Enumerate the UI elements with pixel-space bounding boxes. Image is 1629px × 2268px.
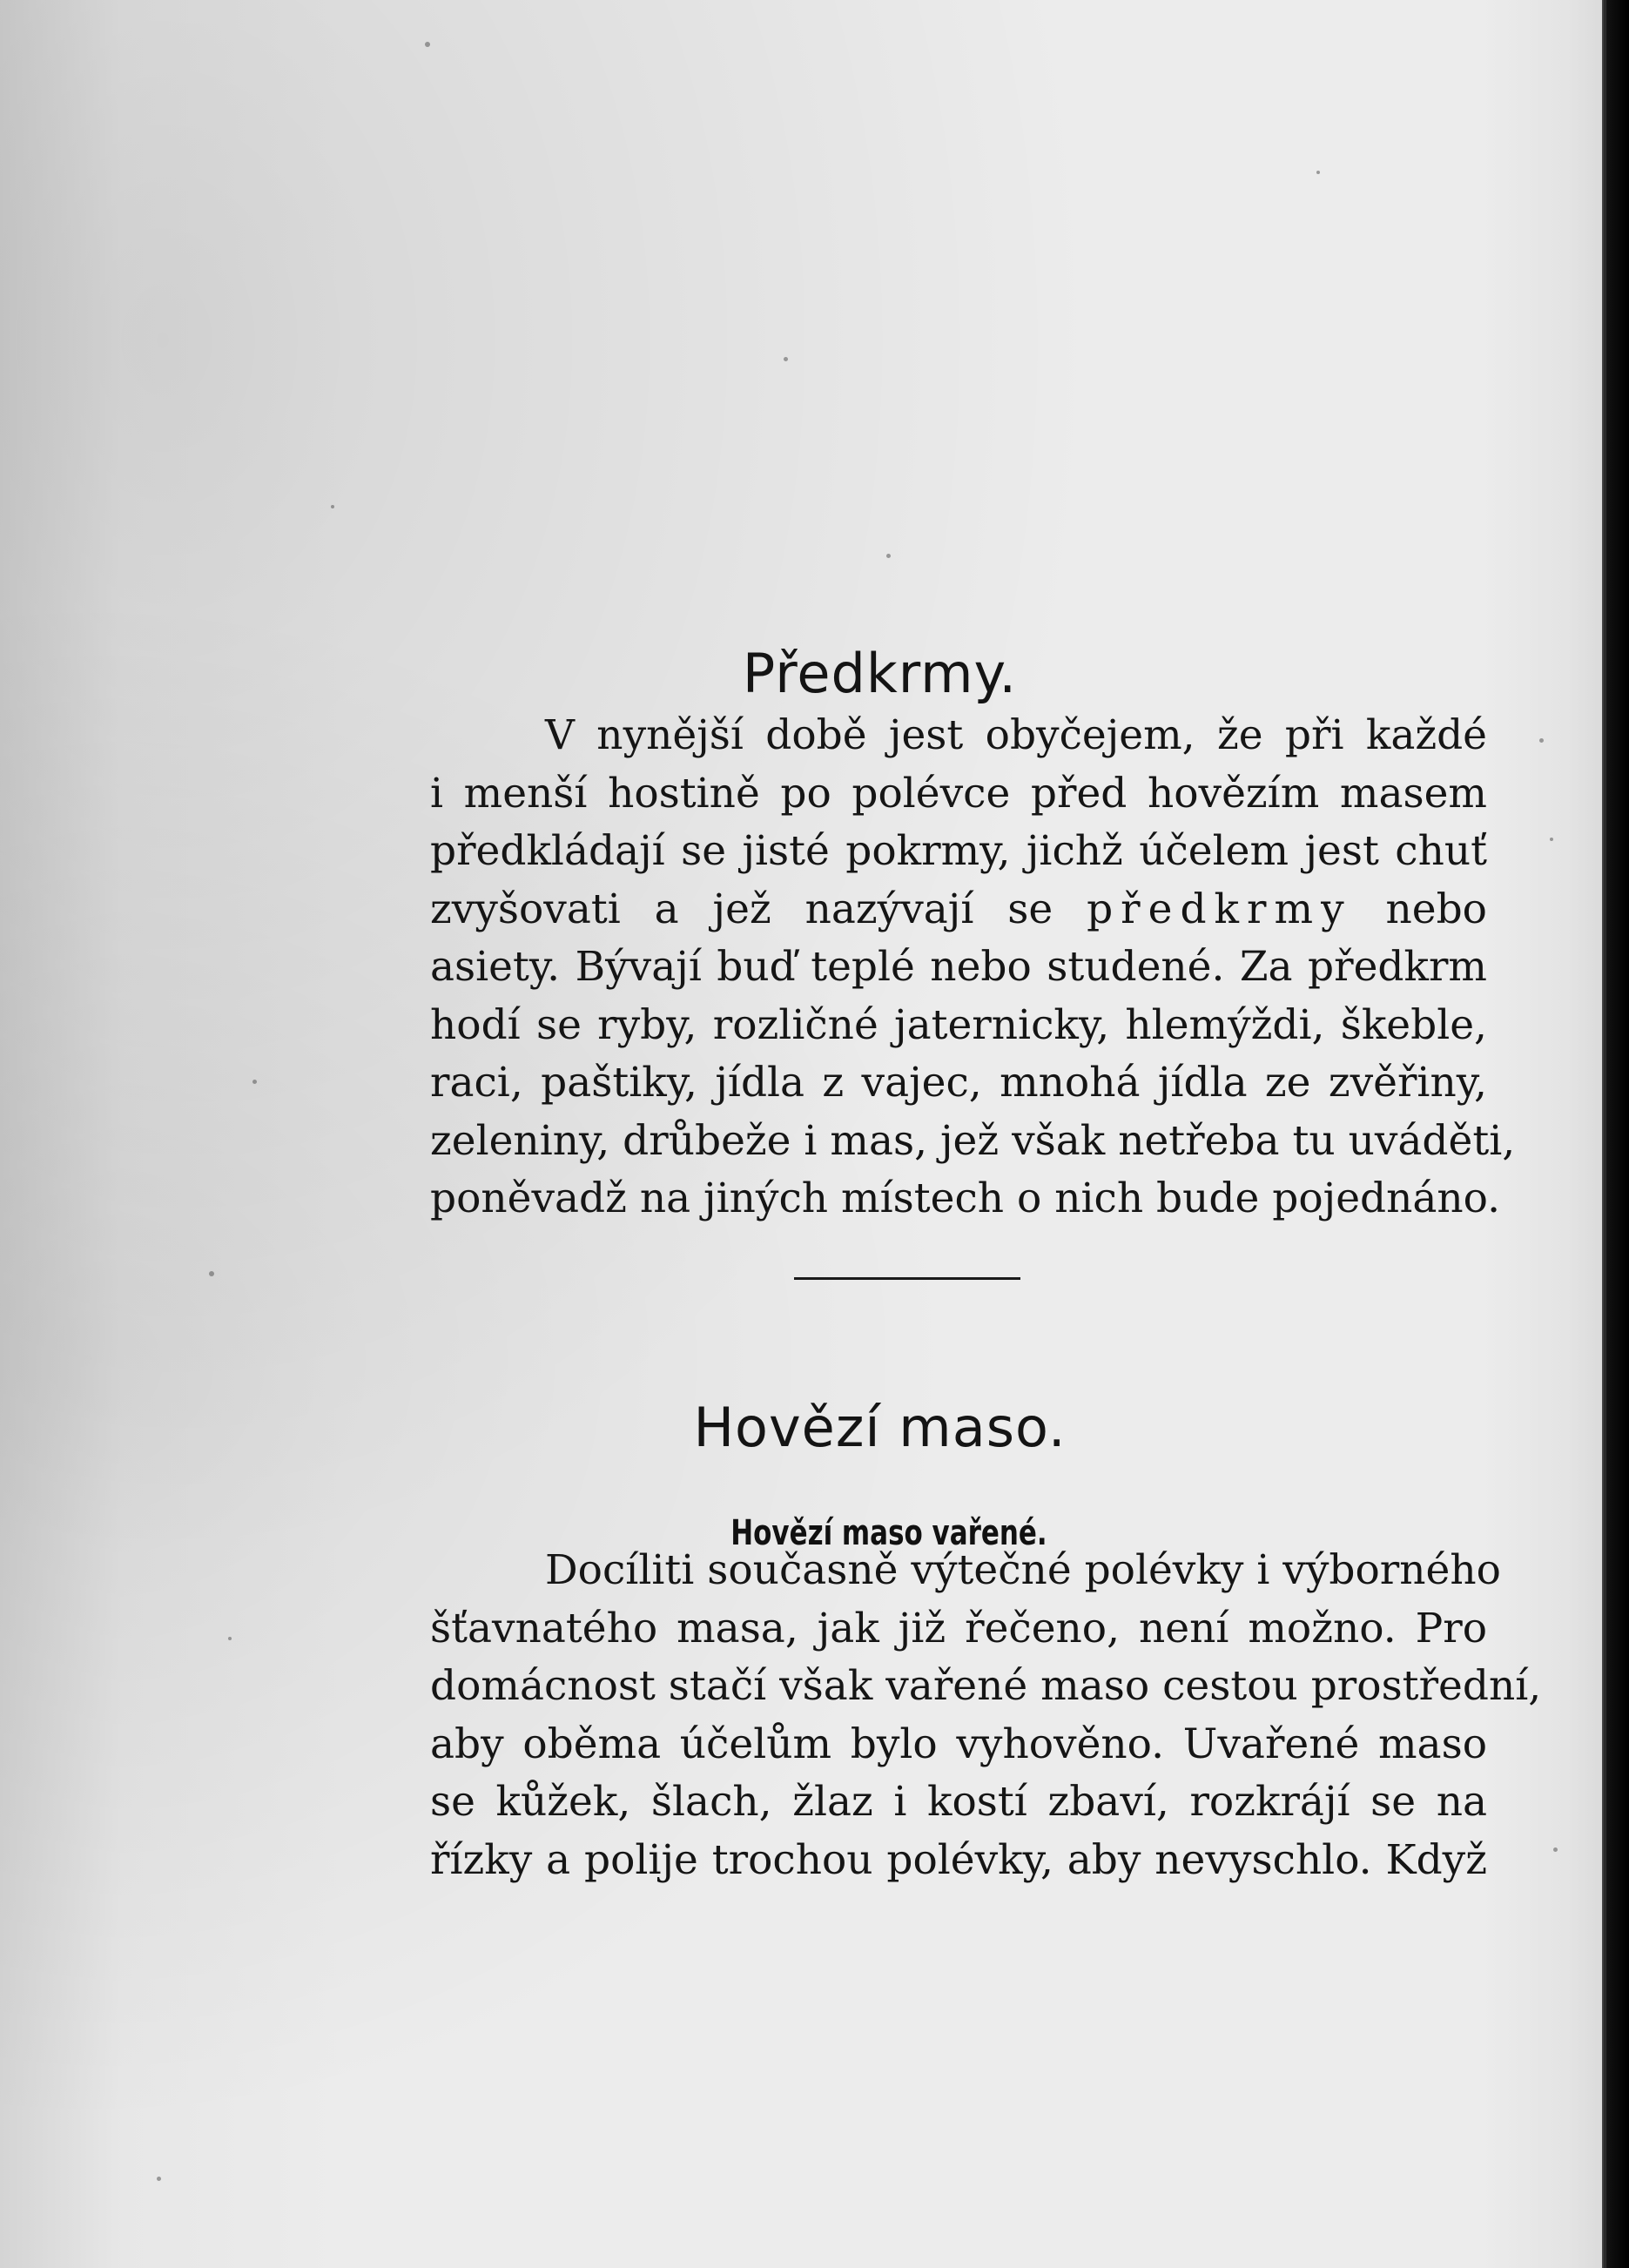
text-line: V nynější době jest obyčejem, že při každé bbox=[545, 711, 1487, 759]
text-fragment: zvyšovati a jež nazývají se bbox=[430, 885, 1053, 933]
print-speck bbox=[209, 1271, 214, 1276]
section-heading-predkrmy: Předkrmy. bbox=[742, 641, 1018, 705]
print-speck bbox=[252, 1080, 257, 1084]
spaced-term: předkrmy bbox=[1087, 885, 1352, 933]
text-line: hodí se ryby, rozličné jaternicky, hlemýždi, škeble, bbox=[430, 1000, 1487, 1049]
paragraph-hovezi-maso bbox=[315, 1542, 1542, 1889]
text-line: předkládají se jisté pokrmy, jichž účelem jest chuť bbox=[430, 827, 1487, 875]
text-line: i menší hostině po polévce před hovězím masem bbox=[430, 769, 1487, 818]
print-speck bbox=[1539, 738, 1544, 743]
text-line: asiety. Bývají buď teplé nebo studené. Za předkrm bbox=[430, 943, 1487, 991]
text-line: se kůžek, šlach, žlaz i kostí zbaví, rozkrájí se na bbox=[430, 1778, 1487, 1826]
text-line: řízky a polije trochou polévky, aby nevyschlo. Když bbox=[430, 1835, 1487, 1884]
text-line: aby oběma účelům bylo vyhověno. Uvařené maso bbox=[430, 1720, 1487, 1768]
print-speck bbox=[1550, 838, 1553, 841]
print-speck bbox=[1553, 1847, 1558, 1852]
print-speck bbox=[331, 505, 334, 508]
recipe-subheading: Hovězí maso vařené. bbox=[730, 1513, 1047, 1554]
text-line-with-spaced-term bbox=[315, 881, 1487, 939]
text-line: domácnost stačí však vařené maso cestou prostřední, bbox=[430, 1662, 1542, 1710]
print-speck bbox=[228, 1637, 232, 1640]
book-spine-edge bbox=[1602, 0, 1629, 2268]
page-fold-line bbox=[1604, 0, 1606, 2268]
print-speck bbox=[1316, 171, 1320, 174]
text-line: poněvadž na jiných místech o nich bude pojednáno. bbox=[430, 1174, 1501, 1222]
paragraph-predkrmy bbox=[315, 707, 1516, 1228]
print-speck bbox=[425, 42, 430, 47]
text-line: šťavnatého masa, jak již řečeno, není možno. Pro bbox=[430, 1604, 1487, 1652]
print-speck bbox=[784, 357, 788, 361]
text-line: zeleniny, drůbeže i mas, jež však netřeba tu uváděti, bbox=[430, 1116, 1516, 1165]
print-speck bbox=[886, 554, 891, 558]
section-divider bbox=[794, 1277, 1020, 1280]
text-fragment: nebo bbox=[1385, 885, 1487, 933]
section-heading-hovezi-maso: Hovězí maso. bbox=[693, 1395, 1067, 1459]
text-line: Docíliti současně výtečné polévky i výborného bbox=[545, 1546, 1501, 1594]
print-speck bbox=[157, 2177, 161, 2181]
text-line: raci, paštiky, jídla z vajec, mnohá jídla ze zvěřiny, bbox=[430, 1059, 1487, 1107]
